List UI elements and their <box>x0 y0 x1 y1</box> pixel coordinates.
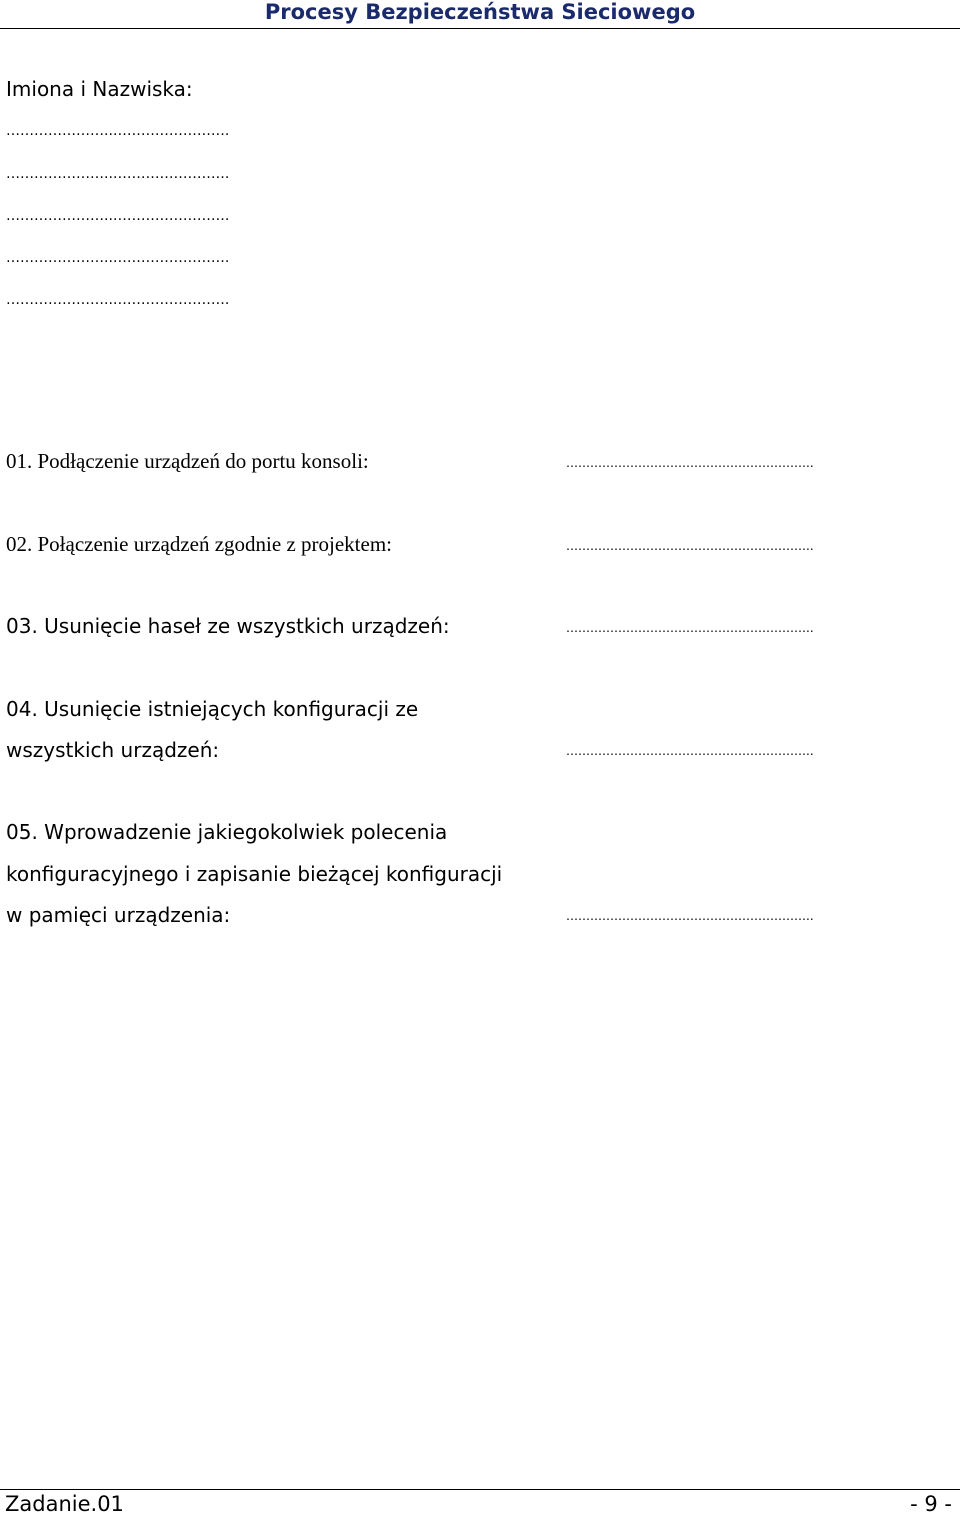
page-footer <box>0 1489 960 1518</box>
task-04-text-line-2: wszystkich urządzeń: <box>6 738 220 762</box>
task-01-text: 01. Podłączenie urządzeń do portu konsoli: <box>6 449 369 473</box>
task-05-text-line-3: w pamięci urządzenia: <box>6 903 231 927</box>
task-04-answer-line: …………………………………………………….. <box>566 744 814 758</box>
page-number: - 9 - <box>910 1492 952 1516</box>
task-04-text-line-1: 04. Usunięcie istniejących konfiguracji ze <box>6 697 419 721</box>
name-blank-line-5: …………………..……………………. <box>6 292 230 308</box>
task-05-answer-line: …………………………………………………….. <box>566 909 814 923</box>
task-03-answer-line: …………………………………………………….. <box>566 621 814 635</box>
task-02-text: 02. Połączenie urządzeń zgodnie z projektem: <box>6 532 392 556</box>
names-label: Imiona i Nazwiska: <box>6 77 193 101</box>
task-05-text-line-1: 05. Wprowadzenie jakiegokolwiek polecenia <box>6 820 448 844</box>
task-01-answer-line: …………………………………………………….. <box>566 456 814 470</box>
name-blank-line-4: …………………..……………………. <box>6 250 230 266</box>
page-header <box>0 0 960 29</box>
page-title: Procesy Bezpieczeństwa Sieciowego <box>264 0 696 24</box>
task-05-text-line-2: konfiguracyjnego i zapisanie bieżącej konfiguracji <box>6 862 503 886</box>
footer-task-label: Zadanie.01 <box>5 1492 124 1516</box>
name-blank-line-2: …………………..……………………. <box>6 166 230 182</box>
name-blank-line-1: …………………..……………………. <box>6 123 230 139</box>
task-03-text: 03. Usunięcie haseł ze wszystkich urządzeń: <box>6 614 450 638</box>
task-02-answer-line: …………………………………………………….. <box>566 539 814 553</box>
name-blank-line-3: …………………..……………………. <box>6 208 230 224</box>
